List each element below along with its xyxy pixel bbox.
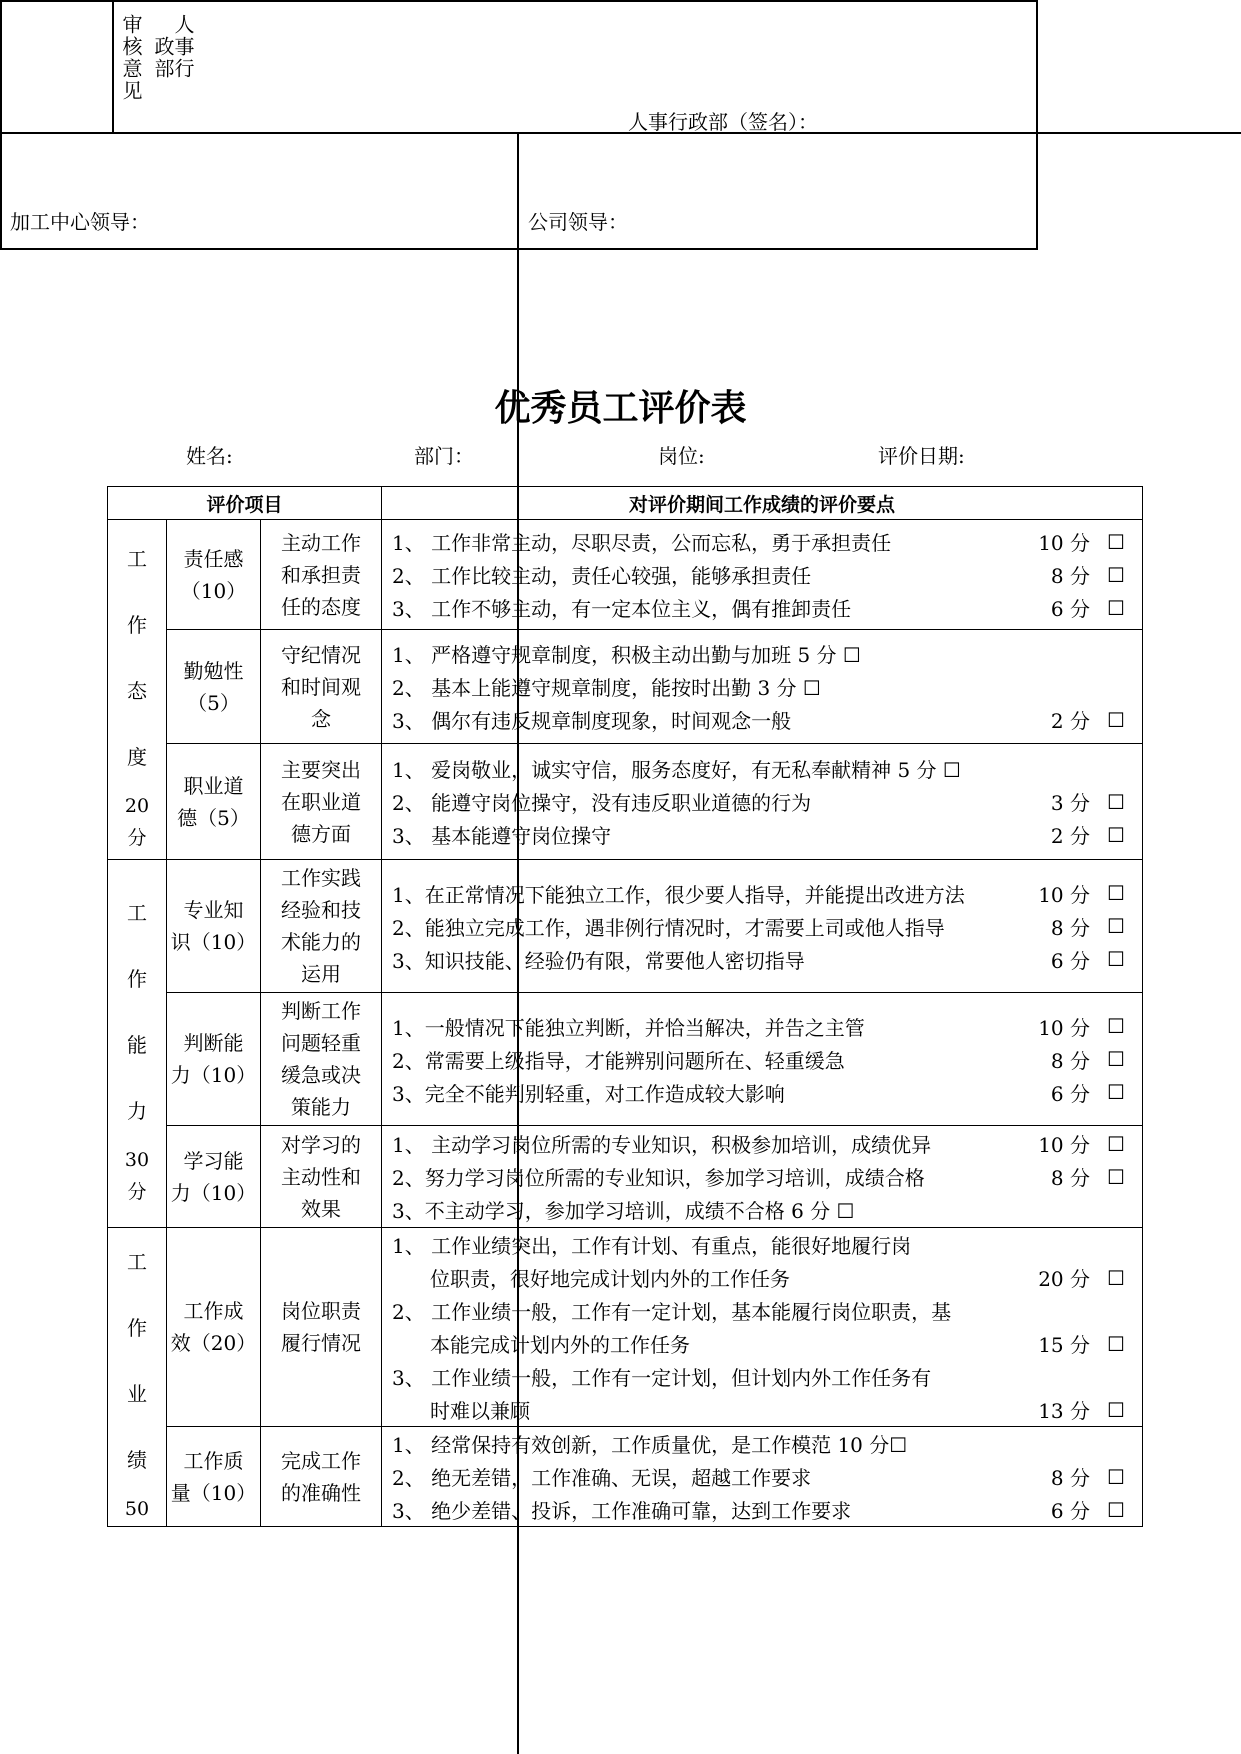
sub-item-text: 职业道 — [183, 773, 244, 798]
aspect-cell — [261, 630, 382, 744]
sub-item-text: 工作质 — [183, 1448, 244, 1473]
center-leader-label: 加工中心领导： — [10, 210, 150, 234]
criteria-line — [392, 1010, 1142, 1043]
divider — [0, 132, 1241, 134]
criteria-line — [392, 1193, 1142, 1226]
criteria-line — [392, 1427, 1142, 1460]
checkbox-icon[interactable]: ☐ — [1107, 1080, 1125, 1104]
aspect-text: 守纪情况 — [281, 642, 361, 667]
aspect-text: 岗位职责 — [281, 1299, 361, 1323]
header-item: 评价项目 — [108, 487, 382, 520]
table-header-row — [108, 487, 1143, 520]
criteria-text: 3、 绝少差错、投诉，工作准确可靠，达到工作要求 — [392, 1499, 852, 1523]
sub-item-text: 责任感 — [183, 546, 244, 571]
table-row — [108, 1126, 1143, 1228]
criteria-line — [392, 1261, 1142, 1294]
criteria-line — [392, 1127, 1142, 1160]
score-text: 8 分 — [1050, 1048, 1090, 1073]
checkbox-icon[interactable]: ☐ — [1107, 1331, 1125, 1356]
aspect-text: 的准确性 — [281, 1480, 361, 1505]
score-text: 10 分 — [1038, 531, 1090, 555]
score-text: 10 分 — [1038, 1015, 1090, 1040]
score-text: 10 分 — [1038, 882, 1090, 907]
criteria-text: 1、 爱岗敬业，诚实守信，服务态度好，有无私奉献精神 5 分 ☐ — [392, 758, 961, 782]
criteria-text: 3、 工作业绩一般，工作有一定计划，但计划内外工作任务有 — [392, 1366, 932, 1390]
sub-item-text: 量（10） — [170, 1480, 257, 1505]
aspect-text: 德方面 — [291, 821, 351, 846]
aspect-cell — [261, 1427, 382, 1527]
criteria-text: 本能完成计划内外的工作任务 — [430, 1333, 690, 1357]
score-text: 6 分 — [1050, 1081, 1090, 1106]
sub-item-cell — [167, 630, 261, 744]
criteria-text: 3、 基本能遵守岗位操守 — [392, 824, 612, 848]
checkbox-icon[interactable]: ☐ — [1107, 1464, 1125, 1489]
criteria-text: 2、 绝无差错，工作准确、无误，超越工作要求 — [392, 1466, 812, 1490]
criteria-text: 2、 工作业绩一般，工作有一定计划，基本能履行岗位职责，基 — [392, 1300, 952, 1324]
aspect-text: 主动工作 — [281, 530, 361, 555]
checkbox-icon[interactable]: ☐ — [1107, 1014, 1125, 1038]
sub-item-cell — [167, 993, 261, 1126]
criteria-cell — [382, 1228, 1143, 1427]
criteria-text: 1、 严格遵守规章制度，积极主动出勤与加班 5 分 ☐ — [392, 643, 861, 667]
category-points: 20 — [124, 794, 150, 817]
checkbox-icon[interactable]: ☐ — [1107, 947, 1125, 971]
category-char: 态 — [127, 678, 147, 703]
criteria-line — [392, 1493, 1142, 1526]
score-text: 6 分 — [1050, 1499, 1090, 1523]
aspect-cell — [261, 520, 382, 630]
aspect-text: 工作实践 — [281, 866, 361, 890]
criteria-text: 时难以兼顾 — [430, 1399, 530, 1423]
aspect-text: 和时间观 — [281, 674, 361, 699]
checkbox-icon[interactable]: ☐ — [1107, 914, 1125, 938]
criteria-line — [392, 1160, 1142, 1193]
sub-item-text: 专业知 — [183, 898, 244, 922]
criteria-cell — [382, 1427, 1143, 1527]
aspect-text: 效果 — [301, 1196, 341, 1221]
aspect-cell — [261, 860, 382, 993]
sub-item-text: （5） — [187, 690, 240, 715]
criteria-line — [392, 1076, 1142, 1109]
table-row — [108, 860, 1143, 993]
sub-item-text: （10） — [180, 578, 247, 603]
hr-label-col1: 审核意见 — [119, 14, 143, 102]
criteria-line — [392, 1393, 1142, 1426]
score-text: 6 分 — [1050, 948, 1090, 973]
aspect-text: 术能力的 — [281, 930, 361, 954]
aspect-cell — [261, 744, 382, 860]
criteria-text: 1、在正常情况下能独立工作，很少要人指导，并能提出改进方法 — [392, 882, 965, 907]
checkbox-icon[interactable]: ☐ — [1107, 881, 1125, 905]
divider — [112, 0, 114, 132]
checkbox-icon[interactable]: ☐ — [1107, 789, 1125, 814]
criteria-text: 2、努力学习岗位所需的专业知识，参加学习培训，成绩合格 — [392, 1166, 925, 1190]
category-char: 绩 — [127, 1448, 147, 1472]
criteria-cell — [382, 520, 1143, 630]
sub-item-text: 效（20） — [170, 1331, 257, 1355]
checkbox-icon[interactable]: ☐ — [1107, 1131, 1125, 1156]
criteria-text: 3、完全不能判别轻重，对工作造成较大影响 — [392, 1081, 785, 1106]
company-leader-label: 公司领导： — [528, 210, 628, 234]
checkbox-icon[interactable]: ☐ — [1107, 707, 1125, 732]
category-char: 作 — [127, 966, 147, 991]
criteria-line — [392, 1294, 1142, 1327]
header-points: 对评价期间工作成绩的评价要点 — [382, 487, 1143, 520]
category-char: 度 — [127, 744, 147, 769]
aspect-text: 任的态度 — [281, 594, 361, 619]
category-char: 工 — [127, 546, 147, 571]
category-char: 工 — [127, 900, 147, 925]
criteria-text: 1、 工作非常主动，尽职尽责，公而忘私，勇于承担责任 — [392, 531, 892, 555]
score-text: 6 分 — [1050, 597, 1090, 621]
table-row — [108, 630, 1143, 744]
aspect-text: 运用 — [301, 962, 341, 986]
criteria-line — [392, 558, 1142, 591]
category-points: 50 — [124, 1498, 150, 1520]
aspect-text: 完成工作 — [281, 1448, 361, 1473]
aspect-text: 策能力 — [291, 1095, 351, 1119]
aspect-text: 缓急或决 — [281, 1063, 361, 1087]
aspect-text: 履行情况 — [281, 1331, 361, 1355]
category-points: 分 — [127, 1180, 147, 1203]
criteria-cell — [382, 860, 1143, 993]
category-cell — [108, 1228, 167, 1527]
aspect-text: 主动性和 — [281, 1164, 361, 1189]
aspect-cell — [261, 1228, 382, 1427]
criteria-text: 1、 工作业绩突出，工作有计划、有重点，能很好地履行岗 — [392, 1234, 912, 1258]
criteria-text: 1、 主动学习岗位所需的专业知识，积极参加培训，成绩优异 — [392, 1133, 932, 1157]
aspect-cell — [261, 1126, 382, 1228]
criteria-line — [392, 752, 1142, 785]
aspect-text: 问题轻重 — [281, 1031, 361, 1055]
page-title: 优秀员工评价表 — [494, 388, 747, 429]
criteria-cell — [382, 993, 1143, 1126]
position-label: 岗位: — [658, 444, 705, 468]
sub-item-text: 力（10） — [170, 1063, 257, 1087]
criteria-cell — [382, 630, 1143, 744]
checkbox-icon[interactable]: ☐ — [1107, 529, 1125, 554]
criteria-text: 3、 工作不够主动，有一定本位主义，偶有推卸责任 — [392, 597, 852, 621]
aspect-text: 对学习的 — [281, 1132, 361, 1157]
category-char: 作 — [127, 1316, 147, 1340]
criteria-line — [392, 670, 1142, 703]
sub-item-text: 判断能 — [183, 1031, 244, 1055]
date-label: 评价日期: — [878, 444, 965, 468]
category-points: 30 — [124, 1148, 150, 1171]
sub-item-text: 勤勉性 — [183, 658, 244, 683]
checkbox-icon[interactable]: ☐ — [1107, 1047, 1125, 1071]
checkbox-icon[interactable]: ☐ — [1107, 1397, 1125, 1422]
sub-item-text: 力（10） — [170, 1180, 257, 1205]
criteria-line — [392, 943, 1142, 976]
score-text: 2 分 — [1050, 709, 1090, 733]
criteria-line — [392, 1228, 1142, 1261]
sub-item-cell — [167, 860, 261, 993]
score-text: 20 分 — [1038, 1267, 1090, 1291]
checkbox-icon[interactable]: ☐ — [1107, 822, 1125, 847]
criteria-cell — [382, 1126, 1143, 1228]
criteria-line — [392, 703, 1142, 736]
hr-label-col3: 人事行 — [171, 14, 195, 80]
score-text: 15 分 — [1038, 1333, 1090, 1357]
score-text: 10 分 — [1038, 1133, 1090, 1157]
checkbox-icon[interactable]: ☐ — [1107, 562, 1125, 587]
category-char: 业 — [127, 1382, 147, 1406]
table-row — [108, 744, 1143, 860]
aspect-text: 经验和技 — [281, 898, 361, 922]
criteria-line — [392, 637, 1142, 670]
table-row — [108, 520, 1143, 630]
evaluation-table — [107, 486, 1143, 1527]
category-char: 工 — [127, 1250, 147, 1274]
criteria-text: 2、 工作比较主动，责任心较强，能够承担责任 — [392, 564, 812, 588]
category-cell — [108, 860, 167, 1228]
category-char: 作 — [127, 612, 147, 637]
table-row — [108, 993, 1143, 1126]
criteria-cell — [382, 744, 1143, 860]
score-text: 13 分 — [1038, 1399, 1090, 1423]
hr-signature-label: 人事行政部（签名）： — [628, 110, 818, 134]
criteria-text: 3、不主动学习，参加学习培训，成绩不合格 6 分 ☐ — [392, 1199, 855, 1223]
criteria-text: 1、 经常保持有效创新，工作质量优，是工作模范 10 分☐ — [392, 1433, 908, 1457]
score-text: 8 分 — [1050, 1166, 1090, 1190]
sub-item-cell — [167, 744, 261, 860]
aspect-cell — [261, 993, 382, 1126]
sub-item-text: 工作成 — [183, 1299, 244, 1323]
criteria-line — [392, 1043, 1142, 1076]
dept-label: 部门： — [414, 444, 474, 468]
criteria-line — [392, 591, 1142, 624]
criteria-text: 2、能独立完成工作，遇非例行情况时，才需要上司或他人指导 — [392, 915, 945, 940]
table-row — [108, 1427, 1143, 1527]
criteria-text: 3、 偶尔有违反规章制度现象，时间观念一般 — [392, 709, 792, 733]
sub-item-text: 德（5） — [177, 805, 250, 830]
criteria-text: 2、 基本上能遵守规章制度，能按时出勤 3 分 ☐ — [392, 676, 821, 700]
criteria-line — [392, 1460, 1142, 1493]
aspect-text: 念 — [311, 706, 331, 731]
score-text: 2 分 — [1050, 824, 1090, 848]
checkbox-icon[interactable]: ☐ — [1107, 1164, 1125, 1189]
sub-item-cell — [167, 1126, 261, 1228]
checkbox-icon[interactable]: ☐ — [1107, 1497, 1125, 1522]
criteria-text: 2、 能遵守岗位操守，没有违反职业道德的行为 — [392, 791, 812, 815]
sub-item-cell — [167, 1228, 261, 1427]
table-row — [108, 1228, 1143, 1427]
criteria-line — [392, 525, 1142, 558]
criteria-line — [392, 1327, 1142, 1360]
sub-item-text: 识（10） — [170, 930, 257, 954]
category-points: 分 — [127, 826, 147, 849]
category-char: 力 — [127, 1098, 147, 1123]
name-label: 姓名: — [186, 444, 233, 468]
score-text: 8 分 — [1050, 915, 1090, 940]
aspect-text: 主要突出 — [281, 757, 361, 782]
criteria-line — [392, 877, 1142, 910]
sub-item-cell — [167, 1427, 261, 1527]
criteria-text: 1、一般情况下能独立判断，并恰当解决，并告之主管 — [392, 1015, 865, 1040]
checkbox-icon[interactable]: ☐ — [1107, 1265, 1125, 1290]
aspect-text: 在职业道 — [281, 789, 361, 814]
approval-box — [0, 0, 1038, 250]
criteria-line — [392, 818, 1142, 851]
score-text: 8 分 — [1050, 564, 1090, 588]
criteria-text: 3、知识技能、经验仍有限，常要他人密切指导 — [392, 948, 805, 973]
criteria-text: 2、常需要上级指导，才能辨别问题所在、轻重缓急 — [392, 1048, 845, 1073]
criteria-line — [392, 1360, 1142, 1393]
aspect-text: 判断工作 — [281, 999, 361, 1023]
sub-item-text: 学习能 — [183, 1148, 244, 1173]
aspect-text: 和承担责 — [281, 562, 361, 587]
checkbox-icon[interactable]: ☐ — [1107, 595, 1125, 620]
score-text: 3 分 — [1050, 791, 1090, 815]
criteria-line — [392, 910, 1142, 943]
score-text: 8 分 — [1050, 1466, 1090, 1490]
criteria-text: 位职责，很好地完成计划内外的工作任务 — [430, 1267, 790, 1291]
criteria-line — [392, 785, 1142, 818]
sub-item-cell — [167, 520, 261, 630]
category-char: 能 — [127, 1032, 147, 1057]
category-cell — [108, 520, 167, 860]
hr-label-col2: 政部 — [151, 36, 175, 80]
